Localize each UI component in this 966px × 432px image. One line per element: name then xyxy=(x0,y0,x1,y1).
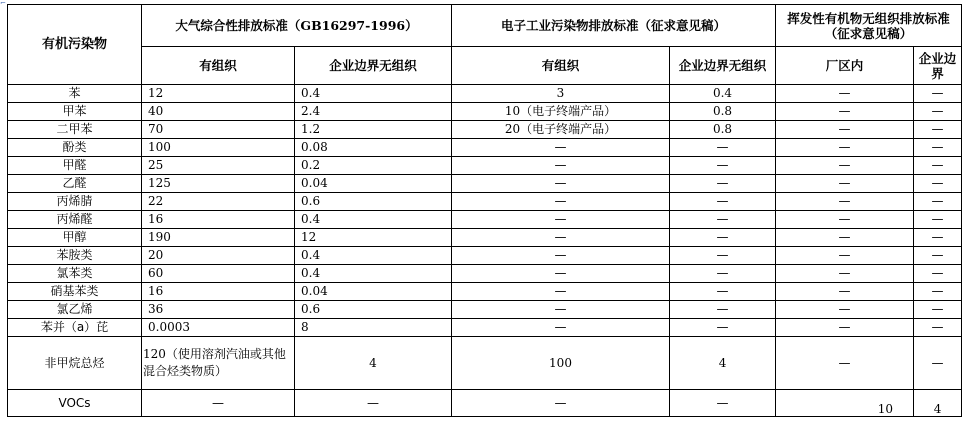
cell-air-organized: — xyxy=(142,390,295,417)
cell-electronics-boundary: — xyxy=(670,229,776,247)
cell-voc-in-plant: 10 xyxy=(776,390,914,417)
cell-air-organized: 60 xyxy=(142,265,295,283)
cell-electronics-organized: — xyxy=(452,175,670,193)
cell-voc-boundary: — xyxy=(914,121,962,139)
cell-electronics-boundary: — xyxy=(670,283,776,301)
cell-voc-in-plant: — xyxy=(776,337,914,390)
cell-pollutant: 二甲苯 xyxy=(8,121,142,139)
cell-air-organized: 22 xyxy=(142,193,295,211)
header-group-air: 大气综合性排放标准（GB16297-1996） xyxy=(142,5,452,47)
table-row xyxy=(8,265,962,283)
cell-voc-boundary: — xyxy=(914,103,962,121)
cell-air-organized: 190 xyxy=(142,229,295,247)
table-row xyxy=(8,121,962,139)
header-voc-in-plant: 厂区内 xyxy=(776,47,914,85)
cell-air-boundary: 0.6 xyxy=(295,193,452,211)
cell-air-organized: 125 xyxy=(142,175,295,193)
cell-electronics-organized: — xyxy=(452,390,670,417)
emission-standards-table xyxy=(7,4,962,417)
cell-pollutant: 硝基苯类 xyxy=(8,283,142,301)
cell-air-organized: 120（使用溶剂汽油或其他混合烃类物质） xyxy=(142,337,295,390)
cell-pollutant: 苯并（a）芘 xyxy=(8,319,142,337)
cell-air-boundary: 8 xyxy=(295,319,452,337)
cell-voc-boundary: — xyxy=(914,337,962,390)
cell-electronics-boundary: — xyxy=(670,319,776,337)
header-air-organized: 有组织 xyxy=(142,47,295,85)
cell-voc-in-plant: — xyxy=(776,121,914,139)
header-electronics-organized: 有组织 xyxy=(452,47,670,85)
cell-air-organized: 12 xyxy=(142,85,295,103)
cell-air-organized: 70 xyxy=(142,121,295,139)
cell-air-boundary: 12 xyxy=(295,229,452,247)
table-body xyxy=(8,85,962,417)
table-row xyxy=(8,157,962,175)
cell-voc-in-plant: — xyxy=(776,157,914,175)
cell-air-boundary: 1.2 xyxy=(295,121,452,139)
cell-electronics-organized: 100 xyxy=(452,337,670,390)
cell-pollutant: 丙烯醛 xyxy=(8,211,142,229)
cell-electronics-boundary: — xyxy=(670,265,776,283)
cell-air-boundary: 2.4 xyxy=(295,103,452,121)
cell-air-organized: 40 xyxy=(142,103,295,121)
cell-air-boundary: 0.4 xyxy=(295,211,452,229)
cell-pollutant: 氯乙烯 xyxy=(8,301,142,319)
cell-pollutant: 苯 xyxy=(8,85,142,103)
cell-air-boundary: 0.4 xyxy=(295,265,452,283)
cell-pollutant: 酚类 xyxy=(8,139,142,157)
cell-voc-boundary: — xyxy=(914,265,962,283)
header-electronics-boundary: 企业边界无组织 xyxy=(670,47,776,85)
cell-voc-boundary: — xyxy=(914,283,962,301)
cell-voc-in-plant: — xyxy=(776,247,914,265)
cell-air-boundary: 0.4 xyxy=(295,247,452,265)
cell-electronics-boundary: 0.4 xyxy=(670,85,776,103)
table-row-vocs xyxy=(8,390,962,417)
cell-electronics-organized: — xyxy=(452,301,670,319)
cell-voc-boundary: 4 xyxy=(914,390,962,417)
cell-marker-icon: ⌐ xyxy=(0,0,6,7)
table-row xyxy=(8,283,962,301)
cell-pollutant: 丙烯腈 xyxy=(8,193,142,211)
table-row xyxy=(8,193,962,211)
table-row xyxy=(8,103,962,121)
cell-voc-in-plant: — xyxy=(776,229,914,247)
cell-electronics-boundary: 4 xyxy=(670,337,776,390)
table-row xyxy=(8,229,962,247)
cell-electronics-organized: 3 xyxy=(452,85,670,103)
cell-air-organized: 25 xyxy=(142,157,295,175)
cell-pollutant: 非甲烷总烃 xyxy=(8,337,142,390)
table-row xyxy=(8,211,962,229)
cell-electronics-organized: — xyxy=(452,139,670,157)
cell-electronics-organized: — xyxy=(452,229,670,247)
cell-air-boundary: — xyxy=(295,390,452,417)
cell-voc-in-plant: — xyxy=(776,139,914,157)
cell-air-boundary: 0.04 xyxy=(295,175,452,193)
table-row xyxy=(8,175,962,193)
cell-air-organized: 0.0003 xyxy=(142,319,295,337)
cell-air-organized: 100 xyxy=(142,139,295,157)
cell-air-organized: 20 xyxy=(142,247,295,265)
cell-electronics-organized: — xyxy=(452,211,670,229)
cell-air-boundary: 0.08 xyxy=(295,139,452,157)
cell-electronics-boundary: — xyxy=(670,175,776,193)
cell-pollutant: 苯胺类 xyxy=(8,247,142,265)
cell-pollutant: 甲醇 xyxy=(8,229,142,247)
cell-electronics-boundary: — xyxy=(670,157,776,175)
cell-electronics-boundary: — xyxy=(670,139,776,157)
table-row xyxy=(8,139,962,157)
cell-electronics-organized: — xyxy=(452,319,670,337)
cell-voc-boundary: — xyxy=(914,247,962,265)
cell-air-boundary: 4 xyxy=(295,337,452,390)
cell-electronics-organized: — xyxy=(452,283,670,301)
cell-electronics-boundary: — xyxy=(670,301,776,319)
cell-voc-in-plant: — xyxy=(776,283,914,301)
cell-electronics-organized: — xyxy=(452,157,670,175)
cell-voc-in-plant: — xyxy=(776,175,914,193)
cell-pollutant: 乙醛 xyxy=(8,175,142,193)
cell-voc-in-plant: — xyxy=(776,103,914,121)
cell-air-boundary: 0.2 xyxy=(295,157,452,175)
cell-voc-boundary: — xyxy=(914,211,962,229)
table-row xyxy=(8,319,962,337)
cell-air-organized: 16 xyxy=(142,283,295,301)
header-row-columns xyxy=(8,47,962,85)
table-row xyxy=(8,301,962,319)
cell-voc-in-plant: — xyxy=(776,85,914,103)
cell-pollutant: 氯苯类 xyxy=(8,265,142,283)
cell-voc-boundary: — xyxy=(914,193,962,211)
cell-electronics-organized: — xyxy=(452,193,670,211)
cell-electronics-boundary: — xyxy=(670,247,776,265)
cell-electronics-boundary: 0.8 xyxy=(670,121,776,139)
cell-electronics-boundary: — xyxy=(670,211,776,229)
cell-pollutant: 甲苯 xyxy=(8,103,142,121)
table-row xyxy=(8,85,962,103)
header-pollutant: 有机污染物 xyxy=(8,5,142,85)
cell-voc-in-plant: — xyxy=(776,265,914,283)
table-row xyxy=(8,247,962,265)
cell-electronics-boundary: — xyxy=(670,390,776,417)
cell-electronics-boundary: 0.8 xyxy=(670,103,776,121)
cell-air-organized: 36 xyxy=(142,301,295,319)
cell-electronics-organized: 20（电子终端产品） xyxy=(452,121,670,139)
cell-voc-boundary: — xyxy=(914,85,962,103)
cell-voc-boundary: — xyxy=(914,175,962,193)
cell-voc-boundary: — xyxy=(914,319,962,337)
cell-voc-in-plant: — xyxy=(776,301,914,319)
cell-air-boundary: 0.04 xyxy=(295,283,452,301)
cell-air-boundary: 0.6 xyxy=(295,301,452,319)
cell-voc-in-plant: — xyxy=(776,211,914,229)
cell-electronics-organized: — xyxy=(452,247,670,265)
header-air-boundary: 企业边界无组织 xyxy=(295,47,452,85)
header-group-voc: 挥发性有机物无组织排放标准（征求意见稿） xyxy=(776,5,962,47)
header-group-electronics: 电子工业污染物排放标准（征求意见稿） xyxy=(452,5,776,47)
cell-electronics-organized: 10（电子终端产品） xyxy=(452,103,670,121)
cell-pollutant: VOCs xyxy=(8,390,142,417)
table-row-nmhc xyxy=(8,337,962,390)
header-voc-boundary: 企业边界 xyxy=(914,47,962,85)
header-row-groups xyxy=(8,5,962,47)
cell-air-boundary: 0.4 xyxy=(295,85,452,103)
cell-voc-boundary: — xyxy=(914,139,962,157)
cell-electronics-boundary: — xyxy=(670,193,776,211)
cell-pollutant: 甲醛 xyxy=(8,157,142,175)
cell-voc-boundary: — xyxy=(914,229,962,247)
cell-voc-boundary: — xyxy=(914,301,962,319)
cell-voc-in-plant: — xyxy=(776,193,914,211)
cell-voc-in-plant: — xyxy=(776,319,914,337)
cell-voc-boundary: — xyxy=(914,157,962,175)
cell-air-organized: 16 xyxy=(142,211,295,229)
cell-electronics-organized: — xyxy=(452,265,670,283)
